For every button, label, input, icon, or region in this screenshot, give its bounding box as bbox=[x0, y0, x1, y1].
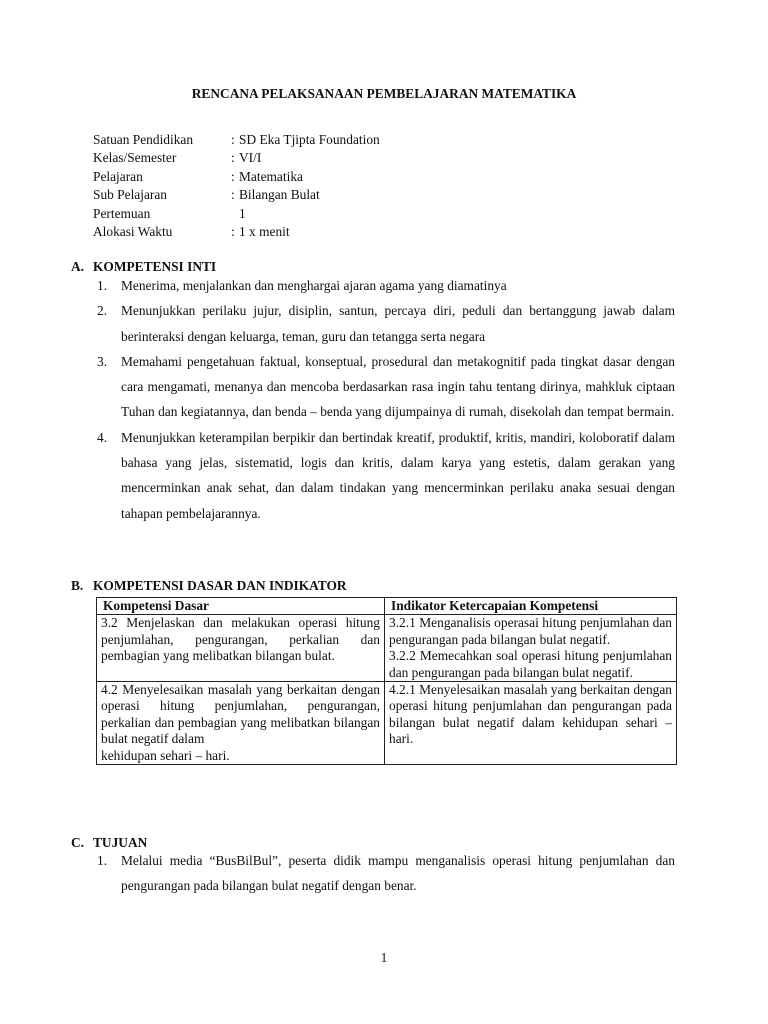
info-value: Bilangan Bulat bbox=[239, 187, 320, 203]
info-colon: : bbox=[231, 132, 235, 147]
indicator-text: 4.2.1 Menyelesaikan masalah yang berkaitan dengan operasi hitung penjumlahan dan pengurangan pada bilangan bulat negatif dalam kehidupan sehari – hari. bbox=[389, 682, 672, 747]
table-row bbox=[97, 682, 677, 765]
info-row bbox=[93, 131, 380, 149]
basic-competence-text: 4.2 Menyelesaikan masalah yang berkaitan dengan operasi hitung penjumlahan, pengurangan, perkalian dan pembagian yang melibatkan bilangan bulat negatif dalam bbox=[101, 682, 380, 747]
info-label: Kelas/Semester bbox=[93, 150, 177, 166]
item-text: Menunjukkan perilaku jujur, disiplin, santun, percaya diri, peduli dan bertanggung jawab dalam berinteraksi dengan keluarga, teman, guru dan tetangga serta negara bbox=[121, 303, 675, 344]
item-text: Memahami pengetahuan faktual, konseptual, prosedural dan metakognitif pada tingkat dasar dengan cara mengamati, menanya dan mencoba berdasarkan rasa ingin tahu tentang dirinya, mahkluk ciptaan Tuhan dan kegiatannya, dan benda – benda yang dijumpainya di rumah, disekolah dan tempat bermain. bbox=[121, 353, 675, 420]
info-value: VI/I bbox=[239, 150, 262, 166]
section-letter: B. bbox=[71, 578, 84, 593]
list-item bbox=[97, 273, 675, 298]
info-value: SD Eka Tjipta Foundation bbox=[239, 132, 380, 147]
column-header: Kompetensi Dasar bbox=[97, 598, 385, 615]
info-colon: : bbox=[231, 150, 235, 166]
table-row bbox=[97, 615, 677, 682]
info-row bbox=[93, 223, 380, 241]
section-title: KOMPETENSI INTI bbox=[93, 259, 217, 274]
info-colon: : bbox=[231, 168, 235, 184]
item-number: 3. bbox=[97, 353, 108, 369]
info-label: Pelajaran bbox=[93, 168, 143, 184]
basic-competence-text: kehidupan sehari – hari. bbox=[101, 747, 230, 763]
item-text: Menerima, menjalankan dan menghargai ajaran agama yang diamatinya bbox=[121, 278, 507, 293]
table-header-row bbox=[97, 598, 677, 615]
info-label: Sub Pelajaran bbox=[93, 187, 168, 203]
info-label: Pertemuan bbox=[93, 205, 151, 221]
list-item bbox=[97, 425, 675, 526]
info-row bbox=[93, 168, 380, 186]
competence-table bbox=[96, 597, 677, 765]
info-colon: : bbox=[231, 187, 235, 203]
section-letter: C. bbox=[71, 835, 85, 850]
indicator-text: 3.2.2 Memecahkan soal operasi hitung penjumlahan dan pengurangan pada bilangan bulat negatif. bbox=[389, 648, 672, 680]
page-number: 1 bbox=[380, 950, 388, 965]
info-value: 1 x menit bbox=[239, 223, 290, 239]
list-item bbox=[97, 349, 675, 425]
info-value: 1 bbox=[239, 205, 246, 221]
item-text: Menunjukkan keterampilan berpikir dan bertindak kreatif, produktif, kritis, mandiri, koloboratif dalam bahasa yang jelas, sistematid, logis dan kritis, dalam karya yang estetis, dalam gerakan yang mencerminkan anak sehat, dan dalam tindakan yang mencerminkan perilaku anaka sesuai dengan tahapan pembelajarannya. bbox=[121, 429, 675, 521]
list-item bbox=[97, 848, 675, 899]
section-b-heading bbox=[71, 578, 347, 594]
info-label: Alokasi Waktu bbox=[93, 223, 173, 239]
item-text: Melalui media “BusBilBul”, peserta didik mampu menganalisis operasi hitung penjumlahan dan pengurangan pada bilangan bulat negatif dengan benar. bbox=[121, 853, 675, 894]
info-label: Satuan Pendidikan bbox=[93, 132, 194, 147]
info-colon: : bbox=[231, 223, 235, 239]
indicator-cell bbox=[385, 682, 677, 765]
list-item bbox=[97, 298, 675, 349]
indicator-text: 3.2.1 Menganalisis operasai hitung penjumlahan dan pengurangan pada bilangan bulat negatif. bbox=[389, 615, 672, 647]
core-competence-list bbox=[97, 273, 675, 526]
column-header: Indikator Ketercapaian Kompetensi bbox=[385, 598, 677, 615]
item-number: 1. bbox=[97, 278, 108, 293]
info-value: Matematika bbox=[239, 168, 303, 184]
basic-competence-text: 3.2 Menjelaskan dan melakukan operasi hitung penjumlahan, pengurangan, perkalian dan pembagian yang melibatkan bilangan bulat. bbox=[101, 615, 380, 664]
section-letter: A. bbox=[71, 259, 85, 274]
basic-competence-cell bbox=[97, 615, 385, 682]
objectives-list bbox=[97, 848, 675, 899]
item-number: 1. bbox=[97, 853, 108, 868]
info-row bbox=[93, 149, 380, 167]
section-title: TUJUAN bbox=[93, 835, 148, 850]
item-number: 4. bbox=[97, 429, 108, 445]
basic-competence-cell bbox=[97, 682, 385, 765]
section-title: KOMPETENSI DASAR DAN INDIKATOR bbox=[93, 578, 347, 593]
indicator-cell bbox=[385, 615, 677, 682]
document-title: RENCANA PELAKSANAAN PEMBELAJARAN MATEMATIKA bbox=[191, 86, 577, 101]
info-row bbox=[93, 186, 380, 204]
lesson-info bbox=[93, 131, 380, 241]
info-row bbox=[93, 205, 380, 223]
item-number: 2. bbox=[97, 303, 108, 319]
